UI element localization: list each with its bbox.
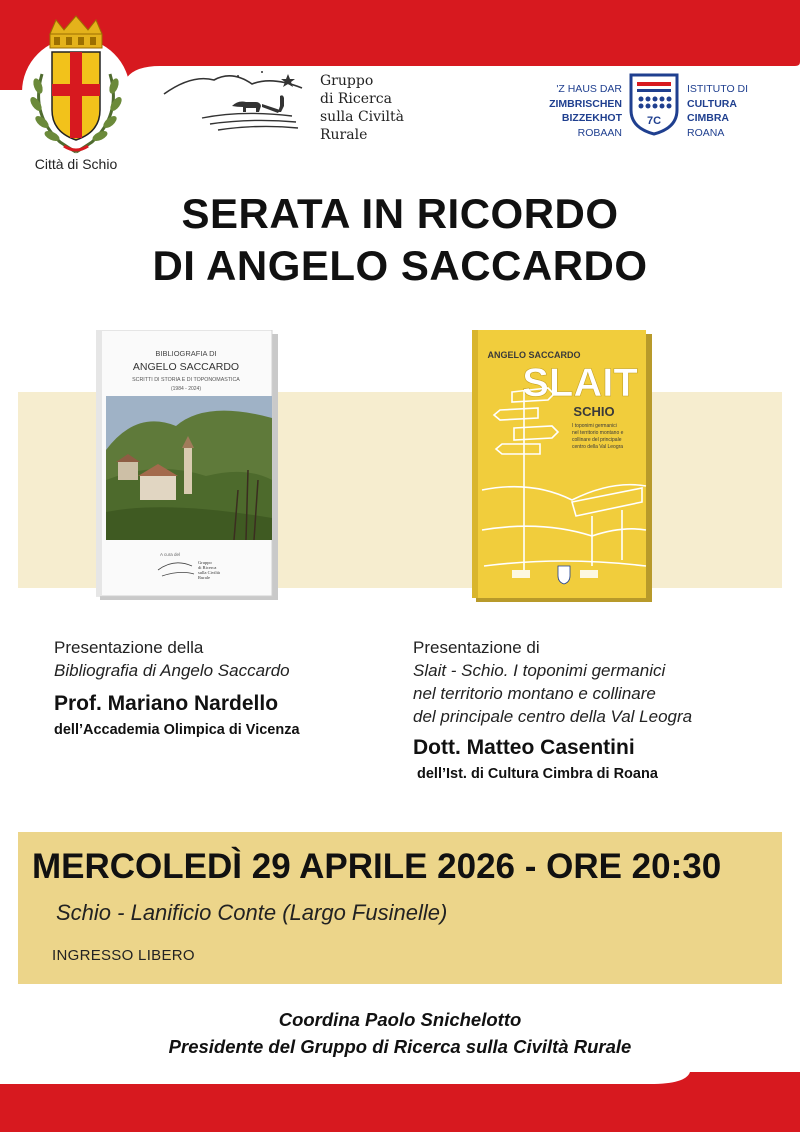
svg-text:centro della Val Leogra: centro della Val Leogra	[572, 444, 624, 450]
right-work-line-3: del principale centro della Val Leogra	[413, 707, 693, 726]
cimbra-shield-label: 7C	[646, 115, 662, 127]
cimbra-italian-name: ISTITUTO DI CULTURA CIMBRA ROANA	[687, 83, 749, 139]
svg-text:SCRITTI DI STORIA E DI TOPONOM: SCRITTI DI STORIA E DI TOPONOMASTICA	[132, 377, 240, 383]
svg-text:ANGELO SACCARDO: ANGELO SACCARDO	[132, 361, 240, 373]
svg-text:sulla Civiltà: sulla Civiltà	[198, 570, 220, 575]
svg-text:A cura del: A cura del	[160, 552, 181, 557]
left-speaker: Prof. Mariano Nardello	[54, 692, 279, 715]
svg-text:nel territorio montano e: nel territorio montano e	[572, 430, 624, 436]
right-affiliation: dell’Ist. di Cultura Cimbra di Roana	[417, 766, 658, 782]
svg-text:Gruppo: Gruppo	[198, 560, 212, 565]
right-work-line-2: nel territorio montano e collinare	[413, 684, 656, 703]
left-affiliation: dell’Accademia Olimpica di Vicenza	[54, 722, 300, 738]
event-place: Schio - Lanificio Conte (Largo Fusinelle)	[56, 900, 448, 925]
event-entry: INGRESSO LIBERO	[52, 947, 195, 964]
svg-text:(1984 - 2024): (1984 - 2024)	[170, 386, 202, 392]
book-cover-slait	[472, 330, 652, 602]
left-intro: Presentazione della	[54, 638, 204, 657]
coordinator-credits: Coordina Paolo Snichelotto Presidente del Gruppo di Ricerca sulla Civiltà Rurale	[168, 1009, 632, 1057]
presentation-left	[54, 636, 394, 740]
right-work-line-1: Slait - Schio. I toponimi germanici	[413, 661, 666, 680]
cimbra-shield-icon	[628, 72, 680, 136]
right-intro: Presentazione di	[413, 638, 540, 657]
gruppo-ricerca-logo-icon	[162, 66, 312, 136]
schio-coat-of-arms-icon	[20, 14, 132, 174]
cimbra-cimbrian-name: 'Z HAUS DAR ZIMBRISCHEN BIZZEKHOT ROBAAN	[549, 83, 622, 139]
svg-text:SLAIT: SLAIT	[522, 361, 638, 405]
presentation-right	[413, 636, 783, 784]
right-speaker: Dott. Matteo Casentini	[413, 736, 635, 759]
red-frame-bottom	[0, 1072, 800, 1132]
book1-photo	[106, 396, 272, 540]
svg-text:I toponimi germanici: I toponimi germanici	[572, 423, 617, 429]
svg-text:di Ricerca: di Ricerca	[198, 565, 217, 570]
page-title: SERATA IN RICORDO DI ANGELO SACCARDO	[152, 190, 648, 289]
svg-text:BIBLIOGRAFIA DI: BIBLIOGRAFIA DI	[155, 349, 217, 358]
schio-caption: Città di Schio	[34, 156, 118, 172]
svg-text:collinare del principale: collinare del principale	[572, 437, 622, 443]
event-date-time: MERCOLEDÌ 29 APRILE 2026 - ORE 20:30	[32, 847, 722, 886]
gruppo-ricerca-name: Gruppo di Ricerca sulla Civiltà Rurale	[320, 73, 404, 143]
svg-text:SCHIO: SCHIO	[573, 404, 615, 419]
book-cover-bibliografia	[96, 330, 278, 600]
left-work-title: Bibliografia di Angelo Saccardo	[54, 661, 290, 680]
svg-text:ANGELO SACCARDO: ANGELO SACCARDO	[487, 350, 581, 360]
svg-text:Rurale: Rurale	[198, 575, 210, 580]
